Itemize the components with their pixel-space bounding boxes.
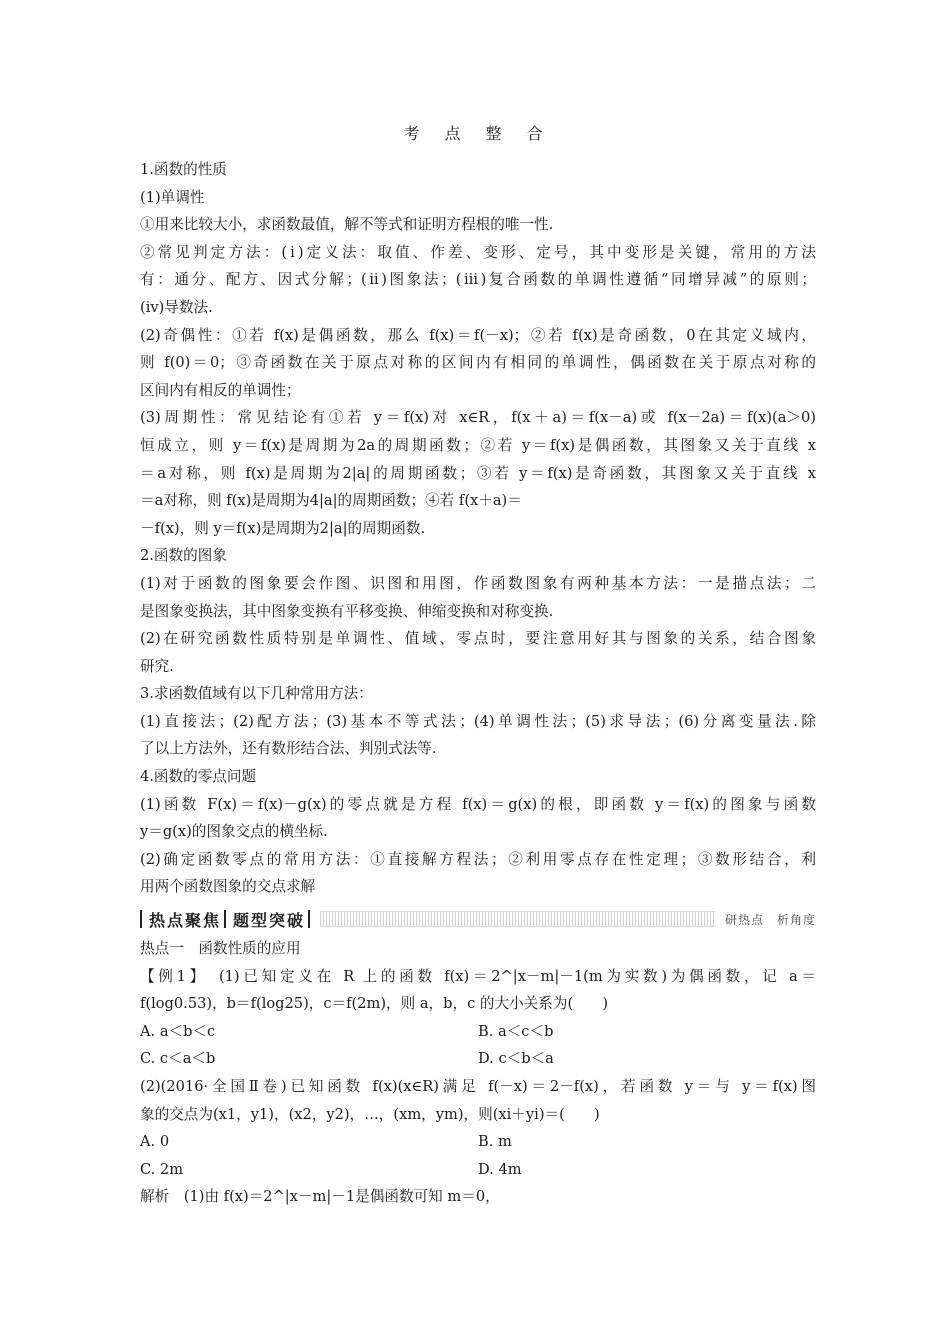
text-line: 4.函数的零点问题: [140, 768, 257, 786]
text-line: 了以上方法外，还有数形结合法、判别式法等.: [140, 740, 437, 758]
text-line: ＝a对称，则 f(x)是周期为4|a|的周期函数；④若 f(x＋a)＝: [140, 492, 522, 510]
banner-label-1: 热点聚焦: [149, 910, 222, 930]
text-line: (3)周期性：常见结论有①若 y＝f(x)对 x∈R，f(x＋a)＝f(x－a)或 f(x－2a)＝f(x)(a＞0): [140, 409, 816, 427]
banner-divider: [140, 910, 142, 928]
text-line: y＝g(x)的图象交点的横坐标.: [140, 823, 328, 841]
text-line: (2)在研究函数性质特别是单调性、值域、零点时，要注意用好其与图象的关系，结合图象: [140, 630, 816, 648]
text-line: 研究.: [140, 657, 174, 675]
text-line: (1)对于函数的图象要会作图、识图和用图，作函数图象有两种基本方法：一是描点法；二: [140, 574, 816, 592]
option: C. c＜a＜b: [140, 1050, 216, 1068]
options-row: [140, 1128, 816, 1156]
option: D. c＜b＜a: [478, 1050, 554, 1068]
analysis-line: 解析 (1)由 f(x)＝2^|x－m|－1是偶函数可知 m＝0，: [140, 1188, 500, 1206]
page-content: [140, 112, 816, 1211]
text-line: 区间内有相反的单调性；: [140, 381, 301, 399]
option: B. a＜c＜b: [478, 1022, 554, 1040]
text-line: 1.函数的性质: [140, 161, 227, 178]
text-line: ②常见判定方法：(ⅰ)定义法：取值、作差、变形、定号，其中变形是关键，常用的方法: [140, 243, 816, 261]
example-line: 【例1】 (1)已知定义在 R 上的函数 f(x)＝2^|x－m|－1(m为实数)为偶函数，记 a＝: [140, 967, 816, 985]
question-line: (2)(2016·全国Ⅱ卷)已知函数 f(x)(x∈R)满足 f(－x)＝2－f(x)，若函数 y＝与 y＝f(x)图: [140, 1078, 816, 1095]
summary-text: [140, 156, 816, 901]
banner-divider: [224, 910, 226, 928]
text-line: 有：通分、配方、因式分解；(ⅱ)图象法；(ⅲ)复合函数的单调性遵循“同增异减”的原则；: [140, 271, 816, 289]
text-line: 2.函数的图象: [140, 547, 227, 565]
text-line: ＝a对称，则 f(x)是周期为2|a|的周期函数；③若 y＝f(x)是奇函数，其图象又关于直线 x: [140, 464, 816, 482]
text-line: (1)函数 F(x)＝f(x)－g(x)的零点就是方程 f(x)＝g(x)的根，即函数 y＝f(x)的图象与函数: [140, 795, 816, 813]
option: D. 4m: [478, 1160, 522, 1178]
example-line: f(log0.53)，b＝f(log25)，c＝f(2m)，则 a，b，c 的大小关系为( ): [140, 995, 609, 1013]
section-title: 考 点 整 合: [403, 124, 553, 143]
option: B. m: [478, 1133, 512, 1151]
question-line: 象的交点为(x1，y1)，(x2，y2)，…，(xm，ym)，则(xi＋yi)＝( ): [140, 1105, 600, 1123]
text-line: －f(x)，则 y＝f(x)是周期为2|a|的周期函数.: [140, 519, 426, 537]
option: C. 2m: [140, 1160, 184, 1178]
options-row: [140, 1156, 816, 1184]
hotspot-heading: 热点一 函数性质的应用: [140, 940, 301, 958]
text-line: 是图象变换法，其中图象变换有平移变换、伸缩变换和对称变换.: [140, 602, 554, 620]
text-line: (ⅳ)导数法.: [140, 298, 213, 316]
text-line: ①用来比较大小，求函数最值，解不等式和证明方程根的唯一性.: [140, 216, 554, 234]
text-line: (2)确定函数零点的常用方法：①直接解方程法；②利用零点存在性定理；③数形结合，利: [140, 850, 816, 868]
text-line: (1)单调性: [140, 188, 205, 206]
option: A. a＜b＜c: [140, 1022, 216, 1040]
banner-divider: [308, 910, 310, 928]
text-line: 则 f(0)＝0；③奇函数在关于原点对称的区间内有相同的单调性，偶函数在关于原点对称的: [140, 354, 816, 372]
text-line: (2)奇偶性：①若 f(x)是偶函数，那么 f(x)＝f(－x)；②若 f(x)是奇函数，0在其定义域内，: [140, 326, 816, 344]
options-row: [140, 1045, 816, 1073]
text-line: 用两个函数图象的交点求解: [140, 878, 316, 896]
banner-pattern: [320, 911, 715, 927]
text-line: 恒成立，则 y＝f(x)是周期为2a的周期函数；②若 y＝f(x)是偶函数，其图象又关于直线 x: [140, 436, 816, 454]
text-line: 3.求函数值域有以下几种常用方法：: [140, 685, 373, 703]
text-line: (1)直接法；(2)配方法；(3)基本不等式法；(4)单调性法；(5)求导法；(6)分离变量法.除: [140, 712, 816, 730]
option: A. 0: [140, 1133, 170, 1151]
section-banner: [140, 907, 816, 931]
banner-label-2: 题型突破: [233, 910, 306, 930]
options-row: [140, 1018, 816, 1046]
banner-right-label: 研热点 析角度: [724, 912, 816, 927]
